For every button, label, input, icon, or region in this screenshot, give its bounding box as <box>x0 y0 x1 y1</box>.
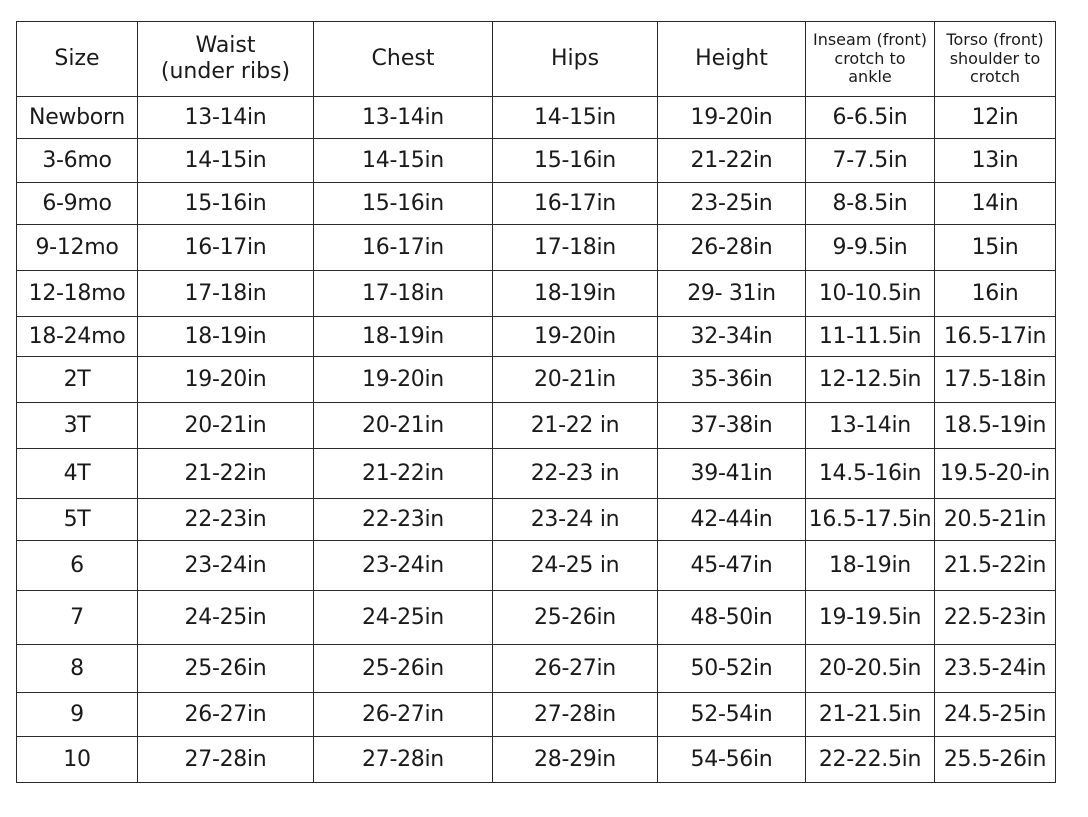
cell-inseam: 22-22.5in <box>806 737 935 783</box>
cell-hips: 20-21in <box>493 357 658 403</box>
cell-chest: 24-25in <box>314 591 493 645</box>
cell-chest: 14-15in <box>314 139 493 183</box>
cell-chest: 21-22in <box>314 449 493 499</box>
cell-hips: 15-16in <box>493 139 658 183</box>
cell-hips: 19-20in <box>493 317 658 357</box>
table-row <box>17 591 1056 645</box>
cell-height: 54-56in <box>658 737 806 783</box>
column-header-line: Waist <box>195 32 256 58</box>
column-header-line: Inseam (front) <box>812 29 928 49</box>
cell-size: 5T <box>17 499 138 541</box>
cell-waist: 26-27in <box>138 693 314 737</box>
table-row <box>17 317 1056 357</box>
cell-inseam: 7-7.5in <box>806 139 935 183</box>
cell-inseam: 16.5-17.5in <box>806 499 935 541</box>
cell-hips: 25-26in <box>493 591 658 645</box>
cell-hips: 17-18in <box>493 225 658 271</box>
cell-size: 4T <box>17 449 138 499</box>
cell-height: 29- 31in <box>658 271 806 317</box>
cell-size: 18-24mo <box>17 317 138 357</box>
table-row <box>17 271 1056 317</box>
column-header-chest <box>314 22 493 97</box>
cell-inseam: 8-8.5in <box>806 183 935 225</box>
cell-inseam: 13-14in <box>806 403 935 449</box>
cell-torso: 12in <box>935 97 1056 139</box>
cell-hips: 28-29in <box>493 737 658 783</box>
cell-waist: 17-18in <box>138 271 314 317</box>
cell-hips: 22-23 in <box>493 449 658 499</box>
cell-hips: 26-27in <box>493 645 658 693</box>
cell-waist: 27-28in <box>138 737 314 783</box>
cell-chest: 26-27in <box>314 693 493 737</box>
column-header-line: Height <box>695 45 768 71</box>
cell-chest: 17-18in <box>314 271 493 317</box>
cell-torso: 13in <box>935 139 1056 183</box>
cell-inseam: 18-19in <box>806 541 935 591</box>
table-row <box>17 645 1056 693</box>
column-header-line: Torso (front) <box>946 29 1044 49</box>
cell-chest: 23-24in <box>314 541 493 591</box>
cell-inseam: 20-20.5in <box>806 645 935 693</box>
table-row <box>17 225 1056 271</box>
cell-chest: 20-21in <box>314 403 493 449</box>
cell-height: 26-28in <box>658 225 806 271</box>
cell-torso: 18.5-19in <box>935 403 1056 449</box>
table-row <box>17 693 1056 737</box>
cell-size: 6-9mo <box>17 183 138 225</box>
cell-height: 45-47in <box>658 541 806 591</box>
cell-torso: 19.5-20-in <box>935 449 1056 499</box>
cell-inseam: 9-9.5in <box>806 225 935 271</box>
cell-inseam: 10-10.5in <box>806 271 935 317</box>
table-row <box>17 737 1056 783</box>
cell-torso: 24.5-25in <box>935 693 1056 737</box>
cell-torso: 16in <box>935 271 1056 317</box>
cell-waist: 14-15in <box>138 139 314 183</box>
cell-hips: 16-17in <box>493 183 658 225</box>
column-header-line: (under ribs) <box>160 59 291 84</box>
cell-torso: 23.5-24in <box>935 645 1056 693</box>
column-header-inseam <box>806 22 935 97</box>
cell-waist: 20-21in <box>138 403 314 449</box>
cell-chest: 27-28in <box>314 737 493 783</box>
cell-inseam: 14.5-16in <box>806 449 935 499</box>
cell-size: 8 <box>17 645 138 693</box>
cell-size: 12-18mo <box>17 271 138 317</box>
cell-waist: 21-22in <box>138 449 314 499</box>
column-header-line: shoulder to <box>949 48 1041 68</box>
column-header-line: crotch <box>969 67 1021 87</box>
cell-inseam: 19-19.5in <box>806 591 935 645</box>
cell-chest: 22-23in <box>314 499 493 541</box>
header-row <box>17 22 1056 97</box>
table-row <box>17 449 1056 499</box>
cell-size: 9 <box>17 693 138 737</box>
cell-waist: 22-23in <box>138 499 314 541</box>
column-header-line: Hips <box>550 45 600 71</box>
cell-torso: 14in <box>935 183 1056 225</box>
cell-height: 39-41in <box>658 449 806 499</box>
column-header-line: crotch to <box>834 48 906 68</box>
column-header-line: ankle <box>848 67 892 87</box>
cell-height: 42-44in <box>658 499 806 541</box>
cell-torso: 21.5-22in <box>935 541 1056 591</box>
cell-waist: 16-17in <box>138 225 314 271</box>
cell-size: Newborn <box>17 97 138 139</box>
cell-size: 6 <box>17 541 138 591</box>
cell-height: 52-54in <box>658 693 806 737</box>
size-chart-table <box>16 21 1056 783</box>
cell-height: 32-34in <box>658 317 806 357</box>
column-header-height <box>658 22 806 97</box>
cell-torso: 15in <box>935 225 1056 271</box>
cell-waist: 23-24in <box>138 541 314 591</box>
cell-waist: 18-19in <box>138 317 314 357</box>
cell-hips: 21-22 in <box>493 403 658 449</box>
cell-hips: 14-15in <box>493 97 658 139</box>
table-row <box>17 541 1056 591</box>
cell-waist: 25-26in <box>138 645 314 693</box>
table-row <box>17 183 1056 225</box>
column-header-line: Size <box>54 45 100 71</box>
cell-inseam: 11-11.5in <box>806 317 935 357</box>
cell-inseam: 6-6.5in <box>806 97 935 139</box>
table-row <box>17 499 1056 541</box>
table-row <box>17 403 1056 449</box>
cell-size: 2T <box>17 357 138 403</box>
table-row <box>17 139 1056 183</box>
cell-waist: 15-16in <box>138 183 314 225</box>
cell-chest: 13-14in <box>314 97 493 139</box>
cell-size: 3T <box>17 403 138 449</box>
cell-torso: 25.5-26in <box>935 737 1056 783</box>
cell-height: 21-22in <box>658 139 806 183</box>
column-header-torso <box>935 22 1056 97</box>
cell-waist: 24-25in <box>138 591 314 645</box>
cell-height: 48-50in <box>658 591 806 645</box>
column-header-size <box>17 22 138 97</box>
column-header-line: Chest <box>371 45 435 71</box>
cell-height: 50-52in <box>658 645 806 693</box>
column-header-hips <box>493 22 658 97</box>
cell-hips: 18-19in <box>493 271 658 317</box>
table-row <box>17 357 1056 403</box>
cell-torso: 17.5-18in <box>935 357 1056 403</box>
cell-hips: 27-28in <box>493 693 658 737</box>
cell-waist: 13-14in <box>138 97 314 139</box>
cell-height: 19-20in <box>658 97 806 139</box>
cell-waist: 19-20in <box>138 357 314 403</box>
cell-torso: 16.5-17in <box>935 317 1056 357</box>
cell-size: 9-12mo <box>17 225 138 271</box>
cell-hips: 24-25 in <box>493 541 658 591</box>
cell-chest: 25-26in <box>314 645 493 693</box>
cell-height: 35-36in <box>658 357 806 403</box>
cell-chest: 18-19in <box>314 317 493 357</box>
cell-inseam: 21-21.5in <box>806 693 935 737</box>
table-row <box>17 97 1056 139</box>
table-body <box>17 97 1056 783</box>
cell-chest: 19-20in <box>314 357 493 403</box>
column-header-waist <box>138 22 314 97</box>
cell-height: 23-25in <box>658 183 806 225</box>
cell-torso: 22.5-23in <box>935 591 1056 645</box>
cell-height: 37-38in <box>658 403 806 449</box>
cell-size: 7 <box>17 591 138 645</box>
cell-size: 10 <box>17 737 138 783</box>
cell-torso: 20.5-21in <box>935 499 1056 541</box>
cell-size: 3-6mo <box>17 139 138 183</box>
cell-chest: 15-16in <box>314 183 493 225</box>
cell-hips: 23-24 in <box>493 499 658 541</box>
cell-chest: 16-17in <box>314 225 493 271</box>
cell-inseam: 12-12.5in <box>806 357 935 403</box>
